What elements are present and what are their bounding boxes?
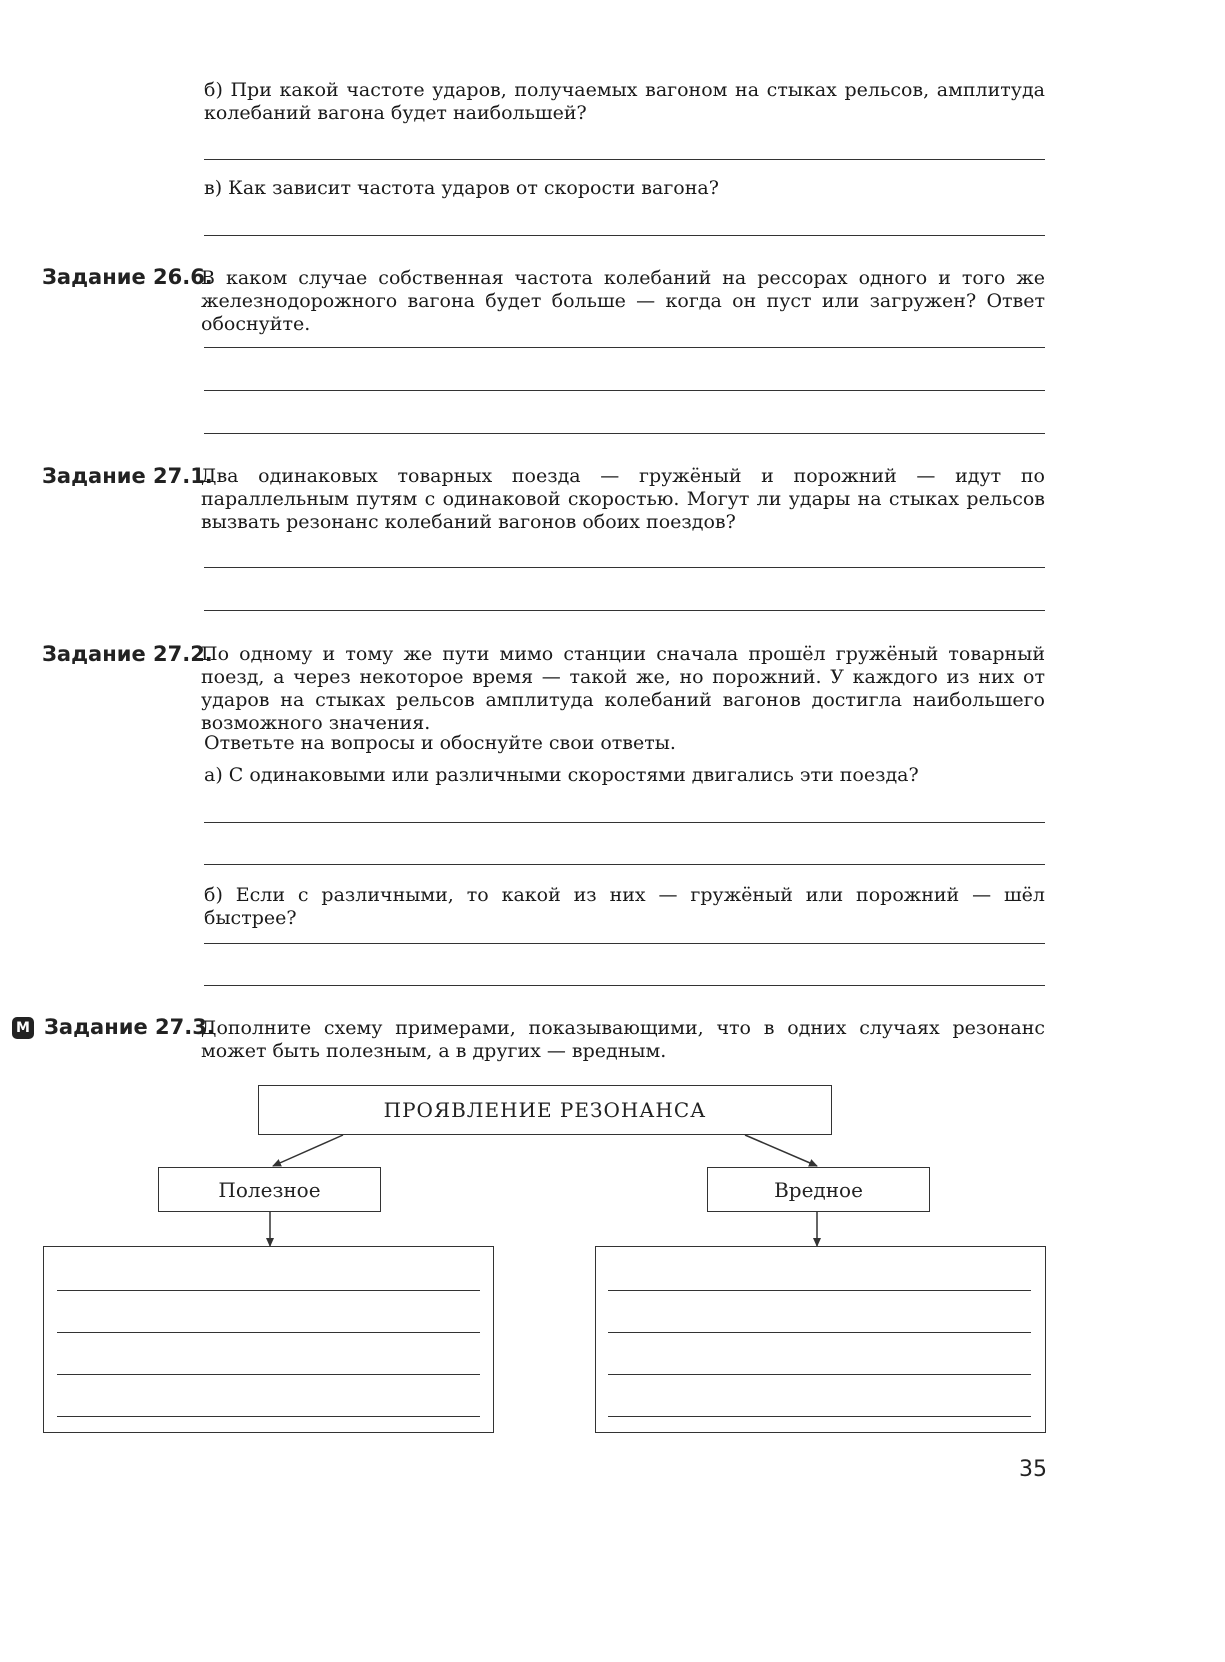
harmful-examples-box[interactable] (595, 1246, 1046, 1433)
page-number: 35 (1019, 1457, 1047, 1482)
answer-line[interactable] (608, 1374, 1031, 1375)
task-27-2-label: Задание 27.2. (42, 642, 213, 666)
task-27-2-text: По одному и тому же пути мимо станции сначала прошёл гружёный товарный поезд, а через некоторое время — такой же, но порожний. У каждого из них от ударов на стыках рельсов амплитуда колебаний вагонов достигла наибольшего возможного значения. (201, 643, 1045, 734)
answer-line[interactable] (57, 1290, 480, 1291)
answer-line[interactable] (608, 1416, 1031, 1417)
answer-line[interactable] (57, 1416, 480, 1417)
diagram-harmful-box: Вредное (707, 1167, 930, 1212)
task-27-1-text: Два одинаковых товарных поезда — гружёный и порожний — идут по параллельным путям с одинаковой скоростью. Могут ли удары на стыках рельсов вызвать резонанс колебаний вагонов обоих поездов? (201, 465, 1045, 533)
question-26-5-v: в) Как зависит частота ударов от скорости вагона? (204, 177, 719, 199)
task-27-3-text: Дополните схему примерами, показывающими, что в одних случаях резонанс может быть полезным, а в других — вредным. (201, 1017, 1045, 1062)
task-27-2-question-a: а) С одинаковыми или различными скоростями двигались эти поезда? (204, 764, 919, 786)
task-27-2-instruction: Ответьте на вопросы и обоснуйте свои ответы. (204, 732, 676, 754)
diagram-useful-box: Полезное (158, 1167, 381, 1212)
question-26-5-b: б) При какой частоте ударов, получаемых вагоном на стыках рельсов, амплитуда колебаний вагона будет наибольшей? (204, 79, 1045, 124)
task-26-6-label: Задание 26.6. (42, 265, 213, 289)
diagram-top-box: ПРОЯВЛЕНИЕ РЕЗОНАНСА (258, 1085, 832, 1135)
task-27-3-label: Задание 27.3. (44, 1015, 215, 1039)
useful-examples-box[interactable] (43, 1246, 494, 1433)
task-27-1-label: Задание 27.1. (42, 464, 213, 488)
task-27-2-question-b: б) Если с различными, то какой из них — гружёный или порожний — шёл быстрее? (204, 884, 1045, 929)
m-badge-icon: М (12, 1017, 34, 1039)
answer-line[interactable] (608, 1290, 1031, 1291)
task-26-6-text: В каком случае собственная частота колебаний на рессорах одного и того же железнодорожного вагона будет больше — когда он пуст или загружен? Ответ обоснуйте. (201, 267, 1045, 335)
answer-line[interactable] (608, 1332, 1031, 1333)
answer-line[interactable] (57, 1374, 480, 1375)
answer-line[interactable] (57, 1332, 480, 1333)
